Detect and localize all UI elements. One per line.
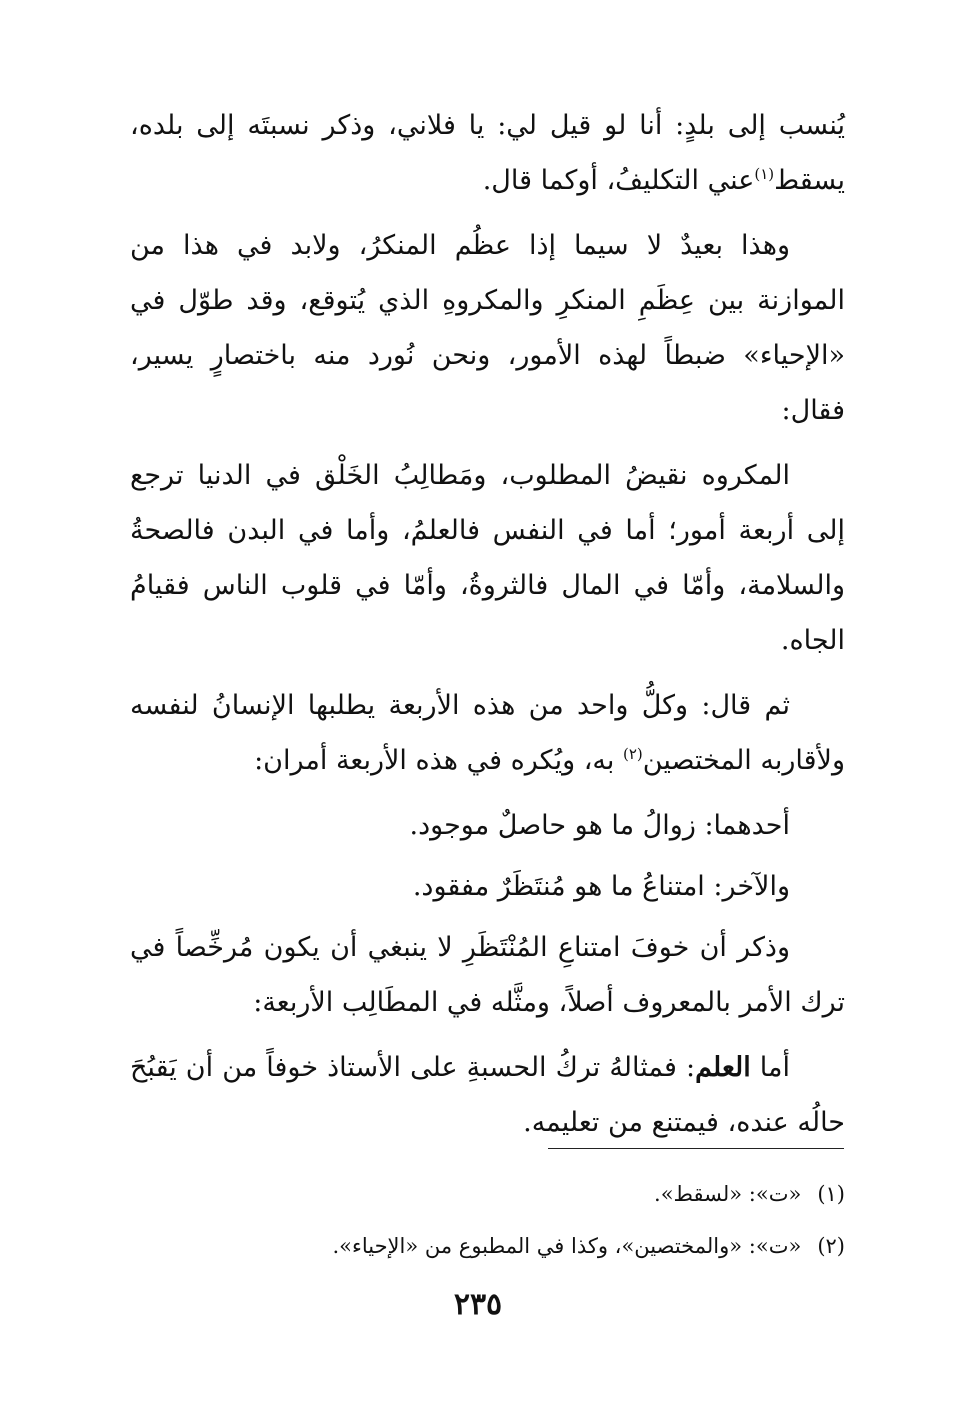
paragraph-4-text-b: به، ويُكره في هذه الأربعة أمران: bbox=[254, 745, 623, 776]
paragraph-7: وذكر أن خوفَ امتناعِ المُنْتَظَرِ لا ينبغي أن يكون مُرخِّصاً في ترك الأمر بالمعروف أصلاً، ومثَّله في المطَالِب الأربعة: bbox=[130, 932, 845, 1018]
paragraph-4 bbox=[130, 678, 845, 788]
footnote-ref-1: (١) bbox=[754, 165, 775, 183]
page-number: ٢٣٥ bbox=[453, 1287, 503, 1322]
paragraph-1 bbox=[130, 98, 845, 208]
paragraph-1-text-a: يُنسب إلى بلدٍ: أنا لو قيل لي: يا فلاني، وذكر نسبتَه إلى بلده، يسقط bbox=[130, 110, 845, 196]
paragraph-2: وهذا بعيدٌ لا سيما إذا عظُم المنكرُ، ولابد في هذا من الموازنة بين عِظَمِ المنكرِ والمكروهِ الذي يُتوقع، وقد طوّل في «الإحياء» ضبطاً لهذه الأمور، ونحن نُورد منه باختصارٍ يسير، فقال: bbox=[130, 230, 845, 426]
footnotes bbox=[130, 1168, 845, 1272]
paragraph-8 bbox=[130, 1040, 845, 1150]
paragraph-8-bold-term: العلم bbox=[695, 1052, 751, 1083]
paragraph-8-text-b: : فمثالهُ تركُ الحسبةِ على الأستاذ خوفاً من أن يَقبُحَ حالُه عنده، فيمتنع من تعليمه. bbox=[130, 1052, 845, 1138]
footnote-2 bbox=[130, 1220, 845, 1272]
paragraph-8-text-a: أما bbox=[750, 1052, 790, 1083]
paragraph-5: أحدهما: زوالُ ما هو حاصلٌ موجود. bbox=[409, 810, 790, 841]
footnote-2-number: (٢) bbox=[817, 1234, 845, 1258]
paragraph-3: المكروه نقيضُ المطلوب، ومَطالِبُ الخَلْق في الدنيا ترجع إلى أربعة أمور؛ أما في النفس فالعلمُ، وأما في البدن فالصحةُ والسلامة، وأمّا في المال فالثروةُ، وأمّا في قلوب الناس فقيامُ الجاه. bbox=[130, 460, 845, 656]
paragraph-4-text-a: ثم قال: وكلُّ واحد من هذه الأربعة يطلبها الإنسانُ لنفسه ولأقاربه المختصين bbox=[130, 690, 845, 776]
paragraph-6: والآخر: امتناعُ ما هو مُنتَظَرٌ مفقود. bbox=[412, 871, 790, 902]
paragraph-1-text-b: عني التكليفُ، أوكما قال. bbox=[482, 165, 755, 196]
footnote-1 bbox=[130, 1168, 845, 1220]
main-text bbox=[130, 98, 845, 1160]
footnote-1-text: «ت»: «لسقط». bbox=[654, 1182, 802, 1206]
footnote-1-number: (١) bbox=[817, 1182, 845, 1206]
footnote-2-text: «ت»: «والمختصين»، وكذا في المطبوع من «الإحياء». bbox=[332, 1234, 802, 1258]
footnote-separator bbox=[548, 1148, 844, 1149]
footnote-ref-2: (٢) bbox=[623, 745, 643, 763]
